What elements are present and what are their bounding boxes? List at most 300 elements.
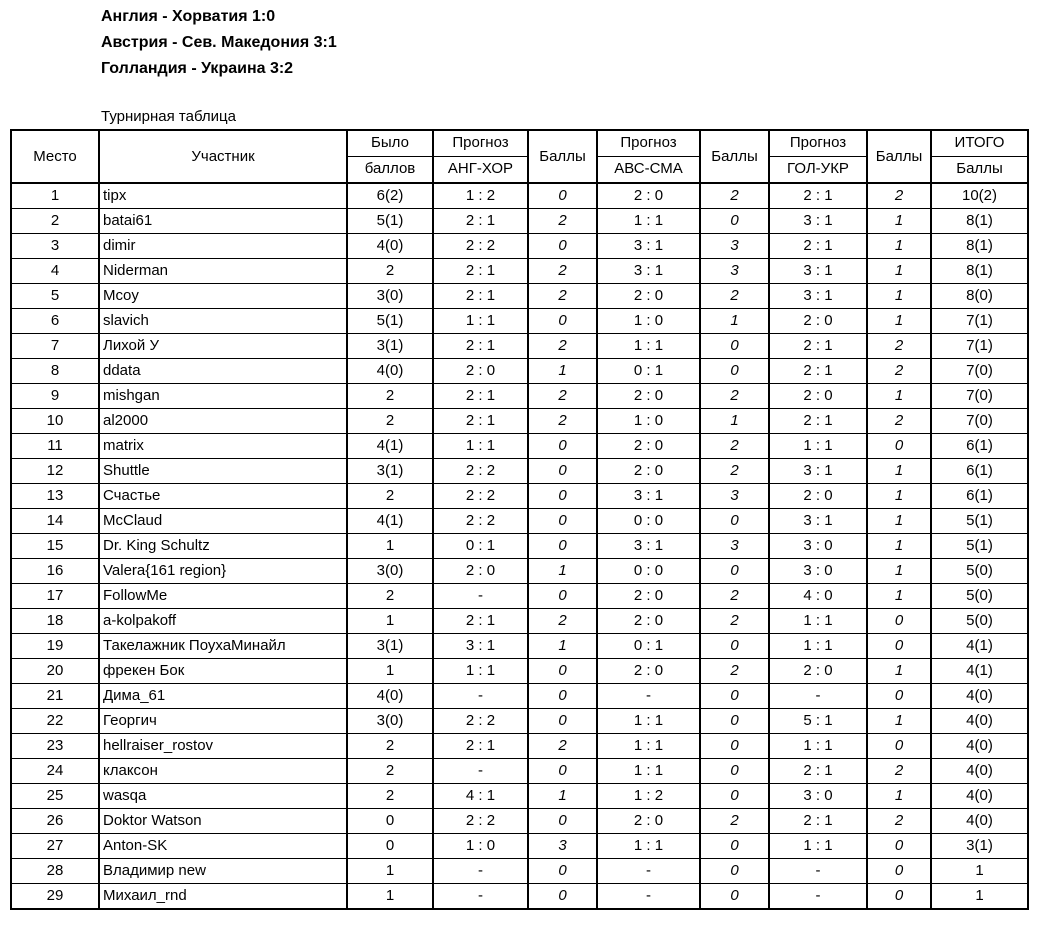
place-cell: 1: [11, 183, 99, 209]
match-result: Голландия - Украина 3:2: [101, 60, 294, 77]
table-title: Турнирная таблица: [101, 108, 236, 125]
participant-cell: dimir: [99, 234, 347, 259]
total-cell: 7(0): [931, 384, 1028, 409]
prev-points-cell: 4(0): [347, 234, 433, 259]
forecast-2-cell: 0 : 0: [597, 509, 700, 534]
forecast-3-cell: 3 : 0: [769, 534, 867, 559]
participant-cell: ddata: [99, 359, 347, 384]
participant-cell: batai61: [99, 209, 347, 234]
prev-points-cell: 2: [347, 384, 433, 409]
points-1-cell: 0: [528, 534, 597, 559]
table-row: [11, 309, 1028, 334]
table-row: [11, 484, 1028, 509]
place-cell: 4: [11, 259, 99, 284]
prev-points-cell: 2: [347, 259, 433, 284]
forecast-1-cell: 3 : 1: [433, 634, 528, 659]
points-2-cell: 3: [700, 234, 769, 259]
participant-cell: FollowMe: [99, 584, 347, 609]
total-cell: 8(0): [931, 284, 1028, 309]
points-3-cell: 1: [867, 259, 931, 284]
forecast-3-cell: 1 : 1: [769, 634, 867, 659]
points-2-cell: 0: [700, 334, 769, 359]
participant-cell: Лихой У: [99, 334, 347, 359]
participant-cell: Такелажник ПоухаМинайл: [99, 634, 347, 659]
prev-points-cell: 2: [347, 484, 433, 509]
points-1-cell: 2: [528, 609, 597, 634]
points-3-cell: 0: [867, 734, 931, 759]
points-1-cell: 0: [528, 684, 597, 709]
points-1-cell: 3: [528, 834, 597, 859]
forecast-3-cell: -: [769, 884, 867, 910]
points-1-cell: 1: [528, 559, 597, 584]
forecast-3-cell: 3 : 0: [769, 784, 867, 809]
place-cell: 19: [11, 634, 99, 659]
points-1-cell: 2: [528, 334, 597, 359]
total-cell: 7(0): [931, 409, 1028, 434]
header-forecast-2: Прогноз: [597, 130, 700, 156]
table-row: [11, 509, 1028, 534]
points-3-cell: 2: [867, 809, 931, 834]
forecast-1-cell: -: [433, 859, 528, 884]
forecast-1-cell: 2 : 1: [433, 259, 528, 284]
table-row: [11, 209, 1028, 234]
total-cell: 6(1): [931, 459, 1028, 484]
header-participant: Участник: [99, 130, 347, 183]
forecast-2-cell: -: [597, 859, 700, 884]
prev-points-cell: 1: [347, 609, 433, 634]
forecast-2-cell: 3 : 1: [597, 259, 700, 284]
points-3-cell: 1: [867, 584, 931, 609]
table-row: [11, 359, 1028, 384]
forecast-2-cell: 2 : 0: [597, 183, 700, 209]
place-cell: 12: [11, 459, 99, 484]
points-1-cell: 1: [528, 634, 597, 659]
header-total-sub: Баллы: [931, 156, 1028, 183]
prev-points-cell: 2: [347, 734, 433, 759]
table-row: [11, 859, 1028, 884]
forecast-2-cell: -: [597, 884, 700, 910]
total-cell: 3(1): [931, 834, 1028, 859]
place-cell: 8: [11, 359, 99, 384]
total-cell: 1: [931, 884, 1028, 910]
points-2-cell: 3: [700, 484, 769, 509]
total-cell: 4(0): [931, 759, 1028, 784]
total-cell: 4(0): [931, 809, 1028, 834]
points-2-cell: 0: [700, 634, 769, 659]
forecast-1-cell: -: [433, 884, 528, 910]
points-1-cell: 0: [528, 584, 597, 609]
forecast-3-cell: 2 : 1: [769, 359, 867, 384]
match-result: Австрия - Сев. Македония 3:1: [101, 34, 337, 51]
points-2-cell: 0: [700, 559, 769, 584]
participant-cell: Shuttle: [99, 459, 347, 484]
table-row: [11, 559, 1028, 584]
points-3-cell: 1: [867, 784, 931, 809]
points-3-cell: 0: [867, 609, 931, 634]
prev-points-cell: 3(1): [347, 634, 433, 659]
forecast-2-cell: 0 : 1: [597, 359, 700, 384]
forecast-1-cell: 2 : 1: [433, 284, 528, 309]
points-1-cell: 0: [528, 659, 597, 684]
forecast-1-cell: 1 : 2: [433, 183, 528, 209]
forecast-2-cell: 2 : 0: [597, 459, 700, 484]
participant-cell: mishgan: [99, 384, 347, 409]
forecast-2-cell: 1 : 1: [597, 334, 700, 359]
points-3-cell: 1: [867, 709, 931, 734]
standings-table: [10, 129, 1029, 910]
forecast-2-cell: 1 : 0: [597, 409, 700, 434]
total-cell: 7(1): [931, 334, 1028, 359]
points-3-cell: 2: [867, 759, 931, 784]
forecast-3-cell: -: [769, 684, 867, 709]
place-cell: 22: [11, 709, 99, 734]
points-3-cell: 0: [867, 684, 931, 709]
points-2-cell: 0: [700, 759, 769, 784]
place-cell: 3: [11, 234, 99, 259]
place-cell: 2: [11, 209, 99, 234]
points-1-cell: 1: [528, 359, 597, 384]
forecast-3-cell: 2 : 1: [769, 334, 867, 359]
participant-cell: hellraiser_rostov: [99, 734, 347, 759]
points-1-cell: 2: [528, 259, 597, 284]
table-row: [11, 459, 1028, 484]
total-cell: 6(1): [931, 484, 1028, 509]
total-cell: 5(1): [931, 509, 1028, 534]
participant-cell: Владимир new: [99, 859, 347, 884]
points-1-cell: 2: [528, 284, 597, 309]
forecast-2-cell: 1 : 2: [597, 784, 700, 809]
table-row: [11, 834, 1028, 859]
points-3-cell: 0: [867, 834, 931, 859]
forecast-3-cell: 3 : 0: [769, 559, 867, 584]
forecast-1-cell: 2 : 1: [433, 334, 528, 359]
forecast-1-cell: 2 : 2: [433, 459, 528, 484]
points-3-cell: 1: [867, 309, 931, 334]
place-cell: 27: [11, 834, 99, 859]
points-3-cell: 1: [867, 284, 931, 309]
points-3-cell: 1: [867, 384, 931, 409]
points-2-cell: 0: [700, 859, 769, 884]
forecast-2-cell: 0 : 1: [597, 634, 700, 659]
forecast-2-cell: 0 : 0: [597, 559, 700, 584]
participant-cell: Dr. King Schultz: [99, 534, 347, 559]
table-row: [11, 759, 1028, 784]
participant-cell: Счастье: [99, 484, 347, 509]
prev-points-cell: 4(0): [347, 684, 433, 709]
forecast-3-cell: 2 : 1: [769, 234, 867, 259]
forecast-3-cell: 4 : 0: [769, 584, 867, 609]
header-prev-points: Было: [347, 130, 433, 156]
table-row: [11, 534, 1028, 559]
forecast-3-cell: 1 : 1: [769, 734, 867, 759]
total-cell: 5(0): [931, 559, 1028, 584]
points-1-cell: 0: [528, 709, 597, 734]
total-cell: 7(0): [931, 359, 1028, 384]
forecast-1-cell: 1 : 1: [433, 309, 528, 334]
table-row: [11, 334, 1028, 359]
total-cell: 5(0): [931, 609, 1028, 634]
table-row: [11, 809, 1028, 834]
points-2-cell: 0: [700, 784, 769, 809]
total-cell: 4(0): [931, 709, 1028, 734]
forecast-2-cell: 2 : 0: [597, 659, 700, 684]
total-cell: 8(1): [931, 209, 1028, 234]
points-1-cell: 2: [528, 384, 597, 409]
points-3-cell: 1: [867, 534, 931, 559]
forecast-1-cell: 1 : 0: [433, 834, 528, 859]
standings-body: [11, 183, 1028, 909]
total-cell: 4(1): [931, 659, 1028, 684]
points-2-cell: 2: [700, 284, 769, 309]
forecast-3-cell: 2 : 0: [769, 484, 867, 509]
table-row: [11, 884, 1028, 910]
prev-points-cell: 2: [347, 784, 433, 809]
forecast-2-cell: 1 : 0: [597, 309, 700, 334]
table-row: [11, 409, 1028, 434]
forecast-3-cell: 2 : 0: [769, 384, 867, 409]
forecast-3-cell: 2 : 1: [769, 809, 867, 834]
participant-cell: slavich: [99, 309, 347, 334]
forecast-3-cell: 3 : 1: [769, 459, 867, 484]
participant-cell: Valera{161 region}: [99, 559, 347, 584]
forecast-3-cell: 2 : 0: [769, 309, 867, 334]
points-3-cell: 1: [867, 234, 931, 259]
header-forecast-1: Прогноз: [433, 130, 528, 156]
prev-points-cell: 1: [347, 534, 433, 559]
forecast-1-cell: 2 : 2: [433, 234, 528, 259]
place-cell: 7: [11, 334, 99, 359]
prev-points-cell: 3(0): [347, 559, 433, 584]
forecast-2-cell: 2 : 0: [597, 384, 700, 409]
forecast-1-cell: 2 : 1: [433, 609, 528, 634]
forecast-3-cell: 5 : 1: [769, 709, 867, 734]
table-row: [11, 259, 1028, 284]
prev-points-cell: 1: [347, 884, 433, 910]
participant-cell: McClaud: [99, 509, 347, 534]
forecast-2-cell: 2 : 0: [597, 809, 700, 834]
participant-cell: tipx: [99, 183, 347, 209]
place-cell: 17: [11, 584, 99, 609]
prev-points-cell: 2: [347, 759, 433, 784]
points-2-cell: 2: [700, 609, 769, 634]
points-2-cell: 0: [700, 209, 769, 234]
place-cell: 24: [11, 759, 99, 784]
table-row: [11, 384, 1028, 409]
forecast-1-cell: -: [433, 584, 528, 609]
points-3-cell: 1: [867, 459, 931, 484]
points-2-cell: 0: [700, 709, 769, 734]
table-row: [11, 734, 1028, 759]
points-2-cell: 2: [700, 384, 769, 409]
participant-cell: matrix: [99, 434, 347, 459]
total-cell: 4(0): [931, 684, 1028, 709]
points-1-cell: 0: [528, 509, 597, 534]
points-2-cell: 1: [700, 309, 769, 334]
prev-points-cell: 3(0): [347, 284, 433, 309]
points-3-cell: 0: [867, 859, 931, 884]
participant-cell: wasqa: [99, 784, 347, 809]
forecast-3-cell: 2 : 0: [769, 659, 867, 684]
prev-points-cell: 5(1): [347, 209, 433, 234]
place-cell: 29: [11, 884, 99, 910]
forecast-3-cell: 3 : 1: [769, 259, 867, 284]
forecast-1-cell: 1 : 1: [433, 434, 528, 459]
place-cell: 11: [11, 434, 99, 459]
participant-cell: Anton-SK: [99, 834, 347, 859]
prev-points-cell: 2: [347, 409, 433, 434]
header-points-1: Баллы: [528, 130, 597, 183]
total-cell: 4(1): [931, 634, 1028, 659]
points-3-cell: 1: [867, 559, 931, 584]
table-row: [11, 659, 1028, 684]
participant-cell: Mcoy: [99, 284, 347, 309]
points-1-cell: 0: [528, 459, 597, 484]
participant-cell: a-kolpakoff: [99, 609, 347, 634]
header-forecast-3: Прогноз: [769, 130, 867, 156]
forecast-1-cell: -: [433, 684, 528, 709]
participant-cell: Георгич: [99, 709, 347, 734]
place-cell: 23: [11, 734, 99, 759]
points-1-cell: 1: [528, 784, 597, 809]
header-prev-points-sub: баллов: [347, 156, 433, 183]
points-2-cell: 0: [700, 884, 769, 910]
prev-points-cell: 1: [347, 659, 433, 684]
points-3-cell: 1: [867, 209, 931, 234]
header-match-3: ГОЛ-УКР: [769, 156, 867, 183]
forecast-2-cell: 3 : 1: [597, 234, 700, 259]
place-cell: 20: [11, 659, 99, 684]
total-cell: 5(0): [931, 584, 1028, 609]
forecast-1-cell: 2 : 2: [433, 709, 528, 734]
forecast-2-cell: 2 : 0: [597, 584, 700, 609]
points-3-cell: 2: [867, 409, 931, 434]
forecast-1-cell: -: [433, 759, 528, 784]
forecast-3-cell: 3 : 1: [769, 509, 867, 534]
points-1-cell: 0: [528, 183, 597, 209]
forecast-3-cell: 1 : 1: [769, 834, 867, 859]
forecast-1-cell: 2 : 2: [433, 809, 528, 834]
points-2-cell: 2: [700, 183, 769, 209]
place-cell: 15: [11, 534, 99, 559]
forecast-3-cell: 2 : 1: [769, 183, 867, 209]
forecast-2-cell: -: [597, 684, 700, 709]
points-1-cell: 2: [528, 409, 597, 434]
place-cell: 9: [11, 384, 99, 409]
points-3-cell: 0: [867, 434, 931, 459]
forecast-2-cell: 1 : 1: [597, 759, 700, 784]
prev-points-cell: 3(1): [347, 334, 433, 359]
participant-cell: Михаил_rnd: [99, 884, 347, 910]
header-match-1: АНГ-ХОР: [433, 156, 528, 183]
forecast-2-cell: 1 : 1: [597, 734, 700, 759]
forecast-2-cell: 3 : 1: [597, 534, 700, 559]
place-cell: 16: [11, 559, 99, 584]
total-cell: 4(0): [931, 784, 1028, 809]
forecast-1-cell: 2 : 0: [433, 559, 528, 584]
forecast-3-cell: 2 : 1: [769, 409, 867, 434]
header-total: ИТОГО: [931, 130, 1028, 156]
header-match-2: АВС-СМА: [597, 156, 700, 183]
table-row: [11, 183, 1028, 209]
total-cell: 10(2): [931, 183, 1028, 209]
forecast-2-cell: 3 : 1: [597, 484, 700, 509]
forecast-1-cell: 2 : 1: [433, 409, 528, 434]
table-row: [11, 234, 1028, 259]
prev-points-cell: 0: [347, 809, 433, 834]
participant-cell: клаксон: [99, 759, 347, 784]
participant-cell: Дима_61: [99, 684, 347, 709]
header-points-3: Баллы: [867, 130, 931, 183]
points-2-cell: 2: [700, 809, 769, 834]
prev-points-cell: 3(0): [347, 709, 433, 734]
participant-cell: al2000: [99, 409, 347, 434]
place-cell: 25: [11, 784, 99, 809]
place-cell: 6: [11, 309, 99, 334]
prev-points-cell: 4(1): [347, 509, 433, 534]
points-1-cell: 0: [528, 484, 597, 509]
forecast-3-cell: 3 : 1: [769, 209, 867, 234]
forecast-2-cell: 2 : 0: [597, 284, 700, 309]
prev-points-cell: 2: [347, 584, 433, 609]
forecast-3-cell: -: [769, 859, 867, 884]
points-2-cell: 0: [700, 359, 769, 384]
match-results: [101, 4, 337, 82]
table-row: [11, 609, 1028, 634]
forecast-1-cell: 2 : 1: [433, 734, 528, 759]
points-1-cell: 2: [528, 209, 597, 234]
points-2-cell: 0: [700, 684, 769, 709]
points-3-cell: 0: [867, 884, 931, 910]
forecast-1-cell: 4 : 1: [433, 784, 528, 809]
forecast-1-cell: 1 : 1: [433, 659, 528, 684]
forecast-3-cell: 2 : 1: [769, 759, 867, 784]
points-3-cell: 1: [867, 509, 931, 534]
points-2-cell: 3: [700, 534, 769, 559]
prev-points-cell: 5(1): [347, 309, 433, 334]
points-3-cell: 0: [867, 634, 931, 659]
forecast-1-cell: 2 : 2: [433, 509, 528, 534]
prev-points-cell: 4(0): [347, 359, 433, 384]
points-1-cell: 2: [528, 734, 597, 759]
forecast-3-cell: 1 : 1: [769, 609, 867, 634]
header-place: Место: [11, 130, 99, 183]
points-2-cell: 0: [700, 509, 769, 534]
participant-cell: фрекен Бок: [99, 659, 347, 684]
place-cell: 13: [11, 484, 99, 509]
table-row: [11, 634, 1028, 659]
points-1-cell: 0: [528, 809, 597, 834]
prev-points-cell: 1: [347, 859, 433, 884]
total-cell: 1: [931, 859, 1028, 884]
place-cell: 5: [11, 284, 99, 309]
match-result: Англия - Хорватия 1:0: [101, 8, 276, 25]
forecast-2-cell: 1 : 1: [597, 709, 700, 734]
table-row: [11, 284, 1028, 309]
points-2-cell: 2: [700, 459, 769, 484]
table-row: [11, 684, 1028, 709]
points-2-cell: 0: [700, 834, 769, 859]
points-2-cell: 2: [700, 659, 769, 684]
points-1-cell: 0: [528, 434, 597, 459]
total-cell: 8(1): [931, 259, 1028, 284]
forecast-3-cell: 3 : 1: [769, 284, 867, 309]
points-3-cell: 1: [867, 484, 931, 509]
points-1-cell: 0: [528, 859, 597, 884]
table-row: [11, 709, 1028, 734]
points-3-cell: 2: [867, 359, 931, 384]
points-2-cell: 1: [700, 409, 769, 434]
total-cell: 4(0): [931, 734, 1028, 759]
